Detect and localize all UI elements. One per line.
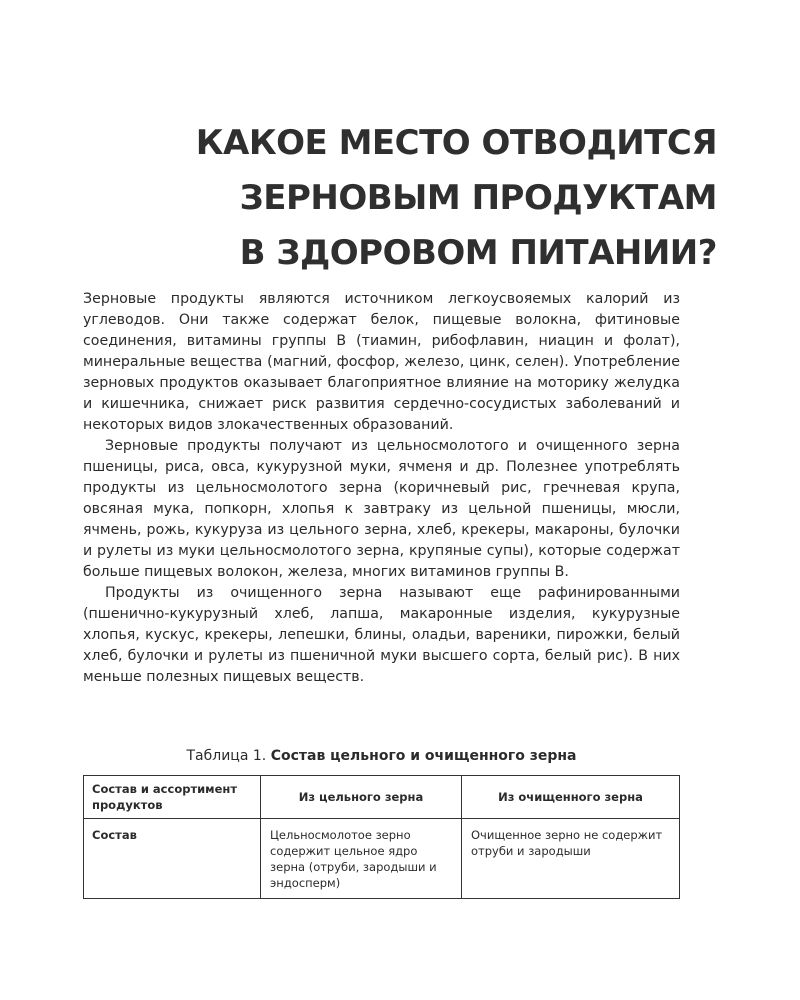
paragraph: Продукты из очищенного зерна называют еще рафинированными (пшенично-кукурузный хлеб, лапша, макаронные изделия, кукурузные хлопья, кускус, крекеры, лепешки, блины, оладьи, вареники, пирожки, белый хлеб, булочки и рулеты из пшеничной муки высшего сорта, белый рис). В них меньше полезных пищевых веществ.: [83, 585, 680, 685]
body-text: [83, 289, 680, 688]
table-caption: [83, 746, 680, 766]
grain-composition-table: [83, 775, 680, 899]
heading-line: В ЗДОРОВОМ ПИТАНИИ?: [239, 233, 717, 273]
table-cell-label: Состав: [84, 819, 261, 899]
column-header: Из цельного зерна: [261, 776, 462, 819]
heading-line: КАКОЕ МЕСТО ОТВОДИТСЯ: [195, 123, 717, 163]
column-header: Состав и ассортимент продуктов: [84, 776, 261, 819]
table-header-row: [84, 776, 680, 819]
table-row: [84, 819, 680, 899]
heading-line: ЗЕРНОВЫМ ПРОДУКТАМ: [239, 178, 717, 218]
table-cell-refined: Очищенное зерно не содержит отруби и зародыши: [462, 819, 680, 899]
paragraph: Зерновые продукты являются источником легкоусвояемых калорий из углеводов. Они также содержат белок, пищевые волокна, фитиновые соединения, витамины группы В (тиамин, рибофлавин, ниацин и фолат), минеральные вещества (магний, фосфор, железо, цинк, селен). Употребление зерновых продуктов оказывает благоприятное влияние на моторику желудка и кишечника, снижает риск развития сердечно-сосудистых заболеваний и некоторых видов злокачественных образований.: [83, 291, 680, 433]
chapter-heading: [157, 116, 717, 281]
table-cell-whole: Цельносмолотое зерно содержит цельное ядро зерна (отруби, зародыши и эндосперм): [261, 819, 462, 899]
column-header: Из очищенного зерна: [462, 776, 680, 819]
table-caption-prefix: Таблица 1.: [186, 748, 271, 764]
table-caption-title: Состав цельного и очищенного зерна: [270, 748, 577, 764]
paragraph: Зерновые продукты получают из цельносмолотого и очищенного зерна пшеницы, риса, овса, кукурузной муки, ячменя и др. Полезнее употреблять продукты из цельносмолотого зерна (коричневый рис, гречневая крупа, овсяная мука, попкорн, хлопья к завтраку из цельной пшеницы, мюсли, ячмень, рожь, кукуруза из цельного зерна, хлеб, крекеры, макароны, булочки и рулеты из муки цельносмолотого зерна, крупяные супы), которые содержат больше пищевых волокон, железа, многих витаминов группы В.: [83, 438, 680, 580]
